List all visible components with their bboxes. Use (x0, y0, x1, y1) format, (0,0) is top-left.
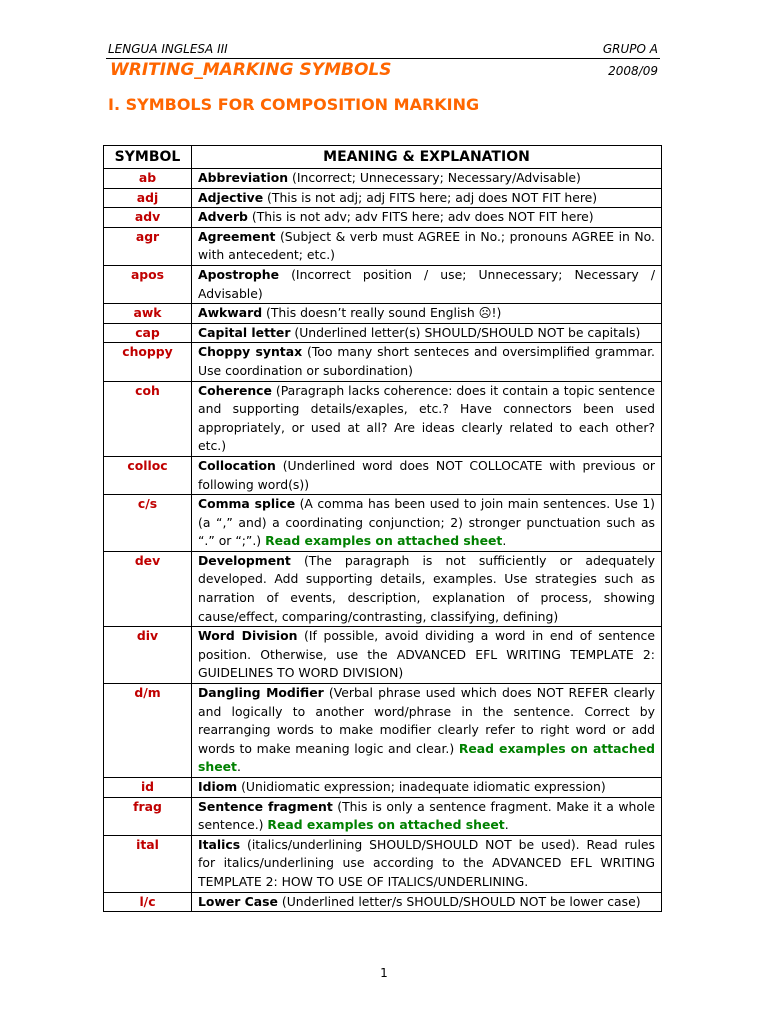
symbol-explanation (192, 835, 662, 892)
symbol-description: (A comma has been used to join main sentences. Use 1) (a “,” and) a coordinating conjunction; 2) stronger punctuation such as “.” or “;”.) (198, 496, 655, 549)
symbol-description: (This is only a sentence fragment. Make it a whole sentence.) (198, 798, 655, 833)
marking-symbol: l/c (104, 892, 192, 912)
marking-symbol: choppy (104, 343, 192, 381)
marking-symbol: apos (104, 265, 192, 303)
table-row (104, 778, 662, 798)
attached-sheet-reference: Read examples on attached sheet (265, 533, 503, 549)
symbol-term: Awkward (198, 305, 263, 321)
marking-symbol: ab (104, 169, 192, 189)
marking-symbol: frag (104, 797, 192, 835)
table-row (104, 188, 662, 208)
table-row (104, 304, 662, 324)
symbol-term: Dangling Modifier (198, 685, 324, 701)
symbol-explanation (192, 495, 662, 552)
symbol-description: (Underlined letter/s SHOULD/SHOULD NOT be lower case) (277, 893, 641, 909)
symbol-explanation (192, 188, 662, 208)
symbol-term: Agreement (198, 228, 276, 244)
attached-sheet-reference: Read examples on attached sheet (267, 817, 505, 833)
symbol-term: Apostrophe (198, 266, 279, 282)
symbol-explanation (192, 169, 662, 189)
symbol-explanation (192, 551, 662, 626)
marking-symbol: awk (104, 304, 192, 324)
symbol-description: (If possible, avoid dividing a word in end of sentence position. Otherwise, use the ADVANCED EFL WRITING TEMPLATE 2: GUIDELINES TO WORD DIVISION) (198, 628, 655, 681)
page-number: 1 (380, 966, 388, 980)
marking-symbol: adv (104, 208, 192, 228)
course-name: LENGUA INGLESA III (108, 42, 228, 56)
symbol-explanation (192, 456, 662, 494)
table-row (104, 208, 662, 228)
symbol-description: (Underlined letter(s) SHOULD/SHOULD NOT be capitals) (290, 324, 641, 340)
trailing-punctuation: . (504, 817, 509, 833)
symbol-term: Abbreviation (198, 170, 289, 185)
table-row (104, 627, 662, 684)
symbol-description: (italics/underlining SHOULD/SHOULD NOT be used). Read rules for italics/underlining use according to the ADVANCED EFL WRITING TEMPLATE 2: HOW TO USE OF ITALICS/UNDERLINING. (198, 836, 655, 889)
marking-symbol: dev (104, 551, 192, 626)
symbol-description: (This is not adj; adj FITS here; adj does NOT FIT here) (263, 189, 598, 205)
symbol-term: Development (198, 552, 291, 568)
symbol-explanation (192, 797, 662, 835)
table-row (104, 456, 662, 494)
table-row (104, 323, 662, 343)
symbol-description: (Too many short senteces and oversimplified grammar. Use coordination or subordination) (198, 344, 656, 378)
section-title: I. SYMBOLS FOR COMPOSITION MARKING (108, 95, 480, 114)
symbol-term: Collocation (198, 457, 276, 473)
table-row (104, 495, 662, 552)
symbol-explanation (192, 381, 662, 456)
marking-symbol: d/m (104, 684, 192, 778)
symbol-description: (Underlined word does NOT COLLOCATE with previous or following word(s)) (198, 457, 655, 492)
marking-symbol: id (104, 778, 192, 798)
symbol-term: Word Division (198, 628, 298, 644)
symbol-explanation (192, 778, 662, 798)
symbol-description: (The paragraph is not sufficiently or adequately developed. Add supporting details, examples. Use strategies such as narration of events, description, explanation of process, showing cause/effect, comparing/contrasting, classifying, defining) (198, 552, 655, 624)
marking-symbol: colloc (104, 456, 192, 494)
table-row (104, 265, 662, 303)
symbol-term: Italics (198, 836, 241, 852)
symbol-description: (Incorrect position / use; Unnecessary; Necessary / Advisable) (198, 266, 655, 301)
symbol-term: Adjective (198, 189, 264, 205)
symbol-explanation (192, 304, 662, 324)
symbol-description: (Verbal phrase used which does NOT REFER clearly and logically to another word/phrase in the sentence. Correct by rearranging words to make modifier clearly refer to right word or add words to make meaning logic and clear.) (198, 685, 656, 756)
marking-symbol: coh (104, 381, 192, 456)
symbol-term: Comma splice (198, 496, 296, 512)
table-row (104, 684, 662, 778)
symbol-term: Adverb (198, 209, 248, 225)
marking-symbol: agr (104, 227, 192, 265)
table-row (104, 551, 662, 626)
symbol-explanation (192, 227, 662, 265)
symbol-term: Choppy syntax (198, 344, 303, 360)
table-body (104, 169, 662, 912)
symbol-description: (Unidiomatic expression; inadequate idiomatic expression) (237, 779, 606, 794)
symbol-column-header: SYMBOL (104, 146, 192, 169)
symbol-explanation (192, 343, 662, 381)
symbol-explanation (192, 323, 662, 343)
table-row (104, 343, 662, 381)
symbol-description: (Subject & verb must AGREE in No.; pronouns AGREE in No. with antecedent; etc.) (198, 228, 655, 263)
marking-symbol: cap (104, 323, 192, 343)
table-row (104, 227, 662, 265)
marking-symbol: adj (104, 188, 192, 208)
trailing-punctuation: . (502, 533, 507, 549)
symbol-term: Coherence (198, 382, 272, 398)
group-name: GRUPO A (602, 42, 658, 56)
symbol-description: (This is not adv; adv FITS here; adv does NOT FIT here) (247, 209, 594, 225)
symbol-term: Sentence fragment (198, 798, 333, 814)
table-row (104, 835, 662, 892)
symbol-explanation (192, 627, 662, 684)
table-row (104, 381, 662, 456)
marking-symbol: ital (104, 835, 192, 892)
symbol-explanation (192, 892, 662, 912)
symbol-explanation (192, 684, 662, 778)
symbol-term: Capital letter (198, 324, 291, 340)
table-header-row (104, 146, 662, 169)
symbol-term: Lower Case (198, 893, 278, 909)
table-row (104, 797, 662, 835)
meaning-column-header: MEANING & EXPLANATION (192, 146, 662, 169)
symbol-description: (This doesn’t really sound English ☹!) (262, 305, 502, 321)
marking-symbol: div (104, 627, 192, 684)
marking-symbols-table (103, 145, 662, 912)
symbol-description: (Paragraph lacks coherence: does it contain a topic sentence and supporting details/exaples, etc.? Have connectors been used appropriately, or used at all? Are ideas clearly related to each other? etc.) (198, 382, 655, 454)
academic-year: 2008/09 (608, 64, 658, 78)
attached-sheet-reference: Read examples on attached sheet (198, 740, 655, 775)
symbol-explanation (192, 265, 662, 303)
symbol-explanation (192, 208, 662, 228)
symbol-description: (Incorrect; Unnecessary; Necessary/Advisable) (288, 170, 581, 185)
table-row (104, 169, 662, 189)
symbol-term: Idiom (198, 779, 238, 794)
marking-symbol: c/s (104, 495, 192, 552)
document-title: WRITING_MARKING SYMBOLS (110, 60, 392, 80)
header-divider (106, 58, 660, 59)
trailing-punctuation: . (236, 759, 241, 775)
table-row (104, 892, 662, 912)
